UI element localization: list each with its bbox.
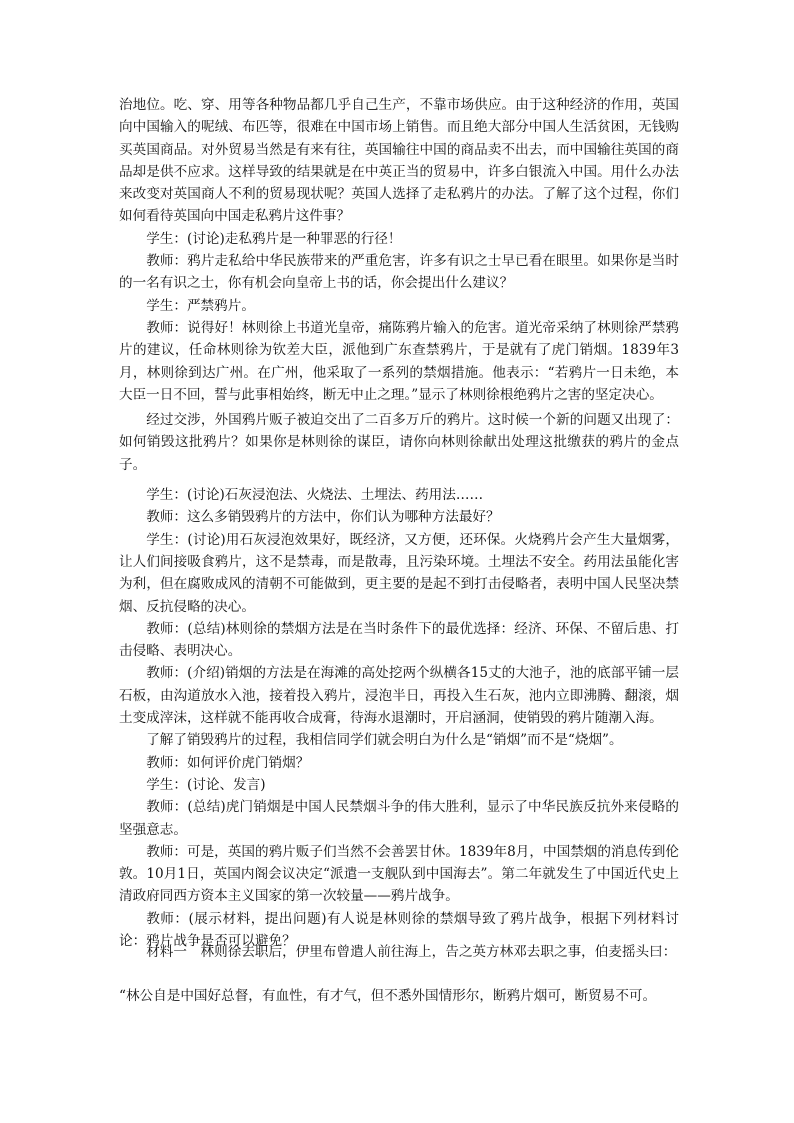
paragraph-xiaoyan-vs-shaoyan: 了解了销毁鸦片的过程，我相信同学们就会明白为什么是“销烟”而不是“烧烟”。 [146, 732, 623, 749]
paragraph-student-discuss: 学生：(讨论、发言) [146, 776, 266, 793]
paragraph-trade-background: 治地位。吃、穿、用等各种物品都几乎自己生产，不靠市场供应。由于这种经济的作用，英国向中国输入的呢绒、布匹等，很难在中国市场上销售。而且绝大部分中国人生活贫困，无钱购买英国商品。对外贸易当然是有来有往，英国输往中国的商品卖不出去，而中国输往英国的商品却是供不应求。这样导致的结果就是在中英正当的贸易中，许多白银流入中国。用什么办法来改变对英国商人不利的贸易现状呢？英国人选择了走私鸦片的办法。了解了这个过程，你们如何看待英国向中国走私鸦片这件事？ [119, 97, 679, 225]
material-quote: “林公自是中国好总督，有血性，有才气，但不悉外国情形尔，断鸦片烟可，断贸易不可。 [119, 988, 657, 1004]
paragraph-student-ban-opium: 学生：严禁鸦片。 [146, 297, 255, 314]
paragraph-negotiation: 经过交涉，外国鸦片贩子被迫交出了二百多万斤的鸦片。这时候一个新的问题又出现了：如何销毁这批鸦片？如果你是林则徐的谋臣，请你向林则徐献出处理这批缴获的鸦片的金点子。 [119, 412, 679, 473]
paragraph-teacher-opium-war: 教师：可是，英国的鸦片贩子们当然不会善罢甘休。1839年8月，中国禁烟的消息传到伦敦。10月1日，英国内阁会议决定“派遣一支舰队到中国海去”。第二年就发生了中国近代史上清政府同西方资本主义国家的第一次较量——鸦片战争。 [119, 843, 679, 905]
paragraph-teacher-show-material: 教师：(展示材料，提出问题)有人说是林则徐的禁烟导致了鸦片战争，根据下列材料讨论：鸦片战争是否可以避免？ [119, 910, 679, 949]
paragraph-student-lime-method: 学生：(讨论)用石灰浸泡效果好，既经济，又方便，还环保。火烧鸦片会产生大量烟雾，让人们间接吸食鸦片，这不是禁毒，而是散毒，且污染环境。土埋法不安全。药用法虽能化害为利，但在腐败成风的清朝不可能做到，更主要的是起不到打击侵略者，表明中国人民坚决禁烟、反抗侵略的决心。 [119, 531, 679, 615]
paragraph-teacher-summary-humen: 教师：(总结)虎门销烟是中国人民禁烟斗争的伟大胜利，显示了中华民族反抗外来侵略的坚强意志。 [119, 799, 679, 838]
paragraph-teacher-destruction-process: 教师：(介绍)销烟的方法是在海滩的高处挖两个纵横各15丈的大池子，池的底部平铺一层石板，由沟道放水入池，接着投入鸦片，浸泡半日，再投入生石灰，池内立即沸腾、翻滚，烟土变成滓沫，这样就不能再收合成膏，待海水退潮时，开启涵洞，使销毁的鸦片随潮入海。 [119, 665, 679, 727]
paragraph-teacher-best-method: 教师：这么多销毁鸦片的方法中，你们认为哪种方法最好？ [146, 509, 500, 526]
paragraph-teacher-summary-method: 教师：(总结)林则徐的禁烟方法是在当时条件下的最优选择：经济、环保、不留后患、打击侵略、表明决心。 [119, 620, 679, 660]
paragraph-teacher-suggestion-question: 教师：鸦片走私给中华民族带来的严重危害，许多有识之士早已看在眼里。如果你是当时的一名有识之士，你有机会向皇帝上书的话，你会提出什么建议？ [119, 253, 679, 292]
paragraph-student-methods: 学生：(讨论)石灰浸泡法、火烧法、土埋法、药用法…… [146, 487, 484, 504]
lesson-text [119, 94, 679, 952]
material-one: 材料一 林则徐去职后，伊里布曾遣人前往海上，告之英方林邓去职之事，伯麦摇头曰： [146, 944, 677, 960]
paragraph-teacher-lin-zexu: 教师：说得好！林则徐上书道光皇帝，痛陈鸦片输入的危害。道光帝采纳了林则徐严禁鸦片的建议，任命林则徐为钦差大臣，派他到广东查禁鸦片，于是就有了虎门销烟。1839年3月，林则徐到达广州。在广州，他采取了一系列的禁烟措施。他表示：“若鸦片一日未绝，本大臣一日不回，誓与此事相始终，断无中止之理。”显示了林则徐根绝鸦片之害的坚定决心。 [119, 319, 679, 403]
paragraph-teacher-evaluate: 教师：如何评价虎门销烟？ [146, 754, 310, 771]
paragraph-student-opium-crime: 学生：(讨论)走私鸦片是一种罪恶的行径！ [146, 230, 402, 247]
